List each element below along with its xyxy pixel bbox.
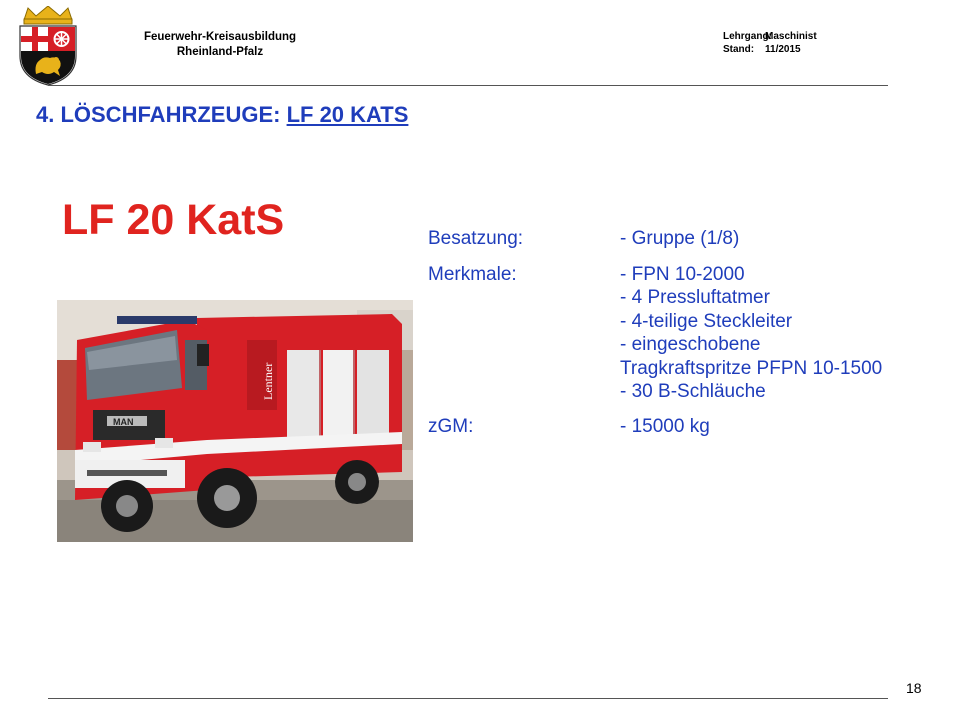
org-line-1: Feuerwehr-Kreisausbildung	[143, 31, 297, 43]
svg-text:Lentner: Lentner	[261, 362, 275, 400]
feature-item: - FPN 10-2000	[620, 263, 745, 285]
crew-value: - Gruppe (1/8)	[620, 228, 740, 249]
crew-label: Besatzung:	[428, 228, 524, 249]
organization-name	[110, 30, 330, 60]
vehicle-specs	[428, 227, 882, 438]
course-value: Maschinist	[765, 31, 817, 42]
svg-text:MAN: MAN	[113, 417, 134, 427]
fire-truck-photo	[57, 300, 413, 542]
footer-divider	[48, 698, 888, 699]
feature-item: - 4 Pressluftatmer	[620, 287, 770, 308]
stand-label: Stand:	[723, 44, 755, 55]
heading-prefix: 4. LÖSCHFAHRZEUGE:	[36, 102, 287, 127]
weight-value: - 15000 kg	[620, 415, 710, 437]
coat-of-arms-icon	[14, 6, 82, 86]
org-line-2: Rheinland-Pfalz	[176, 46, 264, 58]
spec-row-crew	[428, 227, 882, 251]
section-heading	[36, 102, 408, 128]
features-label: Merkmale:	[428, 263, 517, 285]
stand-value: 11/2015	[765, 44, 801, 55]
header-divider	[48, 85, 888, 86]
course-info	[723, 30, 817, 56]
weight-label: zGM:	[428, 415, 474, 437]
feature-item: - eingeschobene	[620, 334, 761, 355]
spec-row-weight	[428, 415, 882, 439]
feature-item: - 30 B-Schläuche	[620, 381, 766, 402]
vehicle-title: LF 20 KatS	[62, 196, 285, 244]
heading-link[interactable]: LF 20 KATS	[286, 102, 409, 127]
course-label: Lehrgang:	[723, 31, 772, 42]
features-list	[620, 263, 882, 404]
feature-item: Tragkraftspritze PFPN 10-1500	[620, 357, 883, 379]
spec-row-features	[428, 263, 882, 404]
page-number: 18	[906, 680, 922, 696]
feature-item: - 4-teilige Steckleiter	[620, 310, 793, 332]
